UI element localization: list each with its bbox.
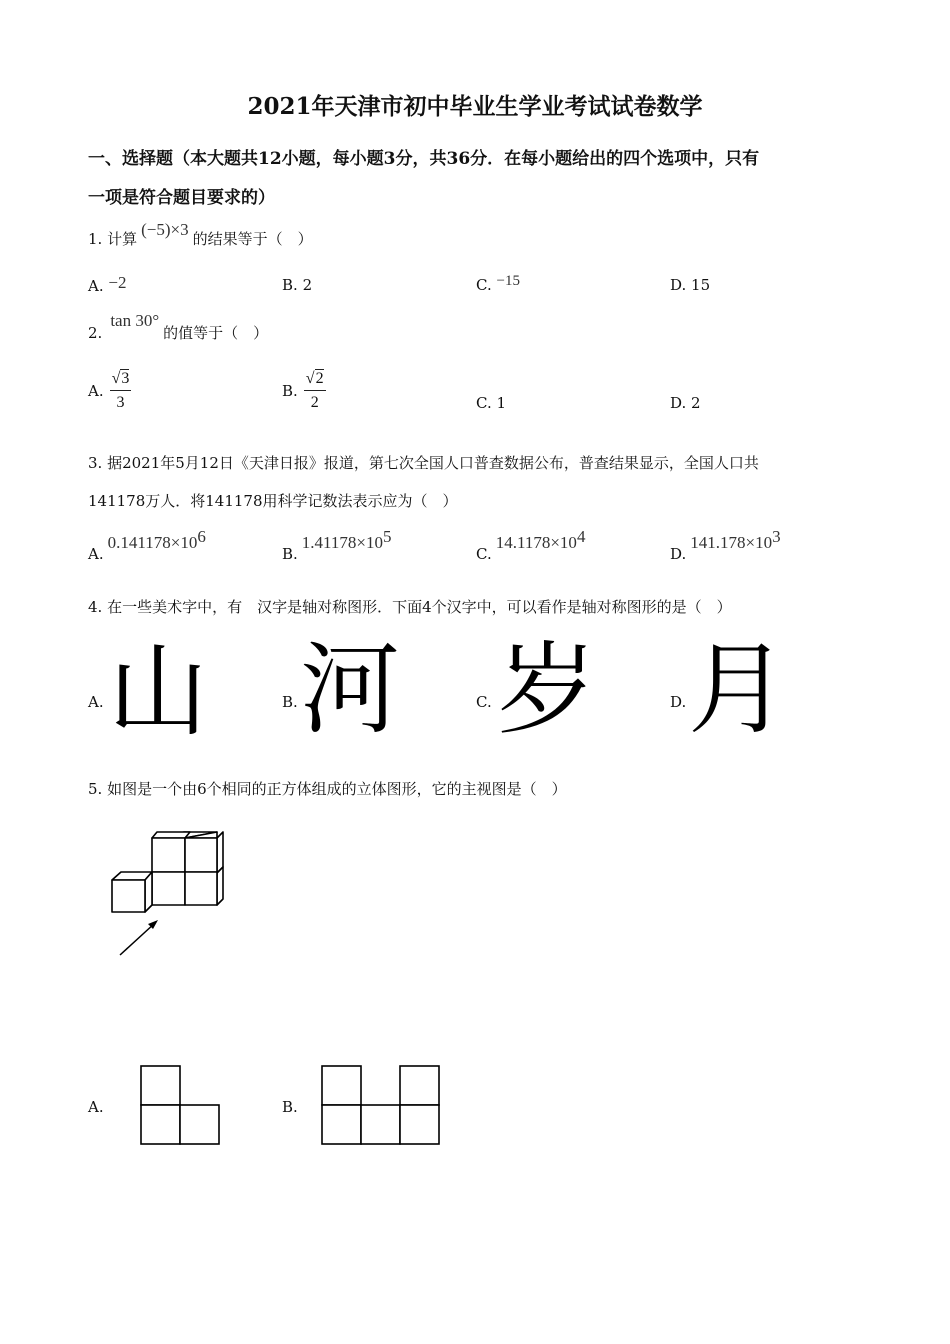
q5-option-b-figure — [321, 1065, 441, 1147]
option-label: A. — [88, 277, 104, 295]
option-value: −15 — [496, 273, 520, 289]
q4-option-d-label[interactable]: D. — [670, 693, 687, 711]
option-label: D. — [670, 394, 687, 412]
q4-option-c-label[interactable]: C. — [476, 693, 492, 711]
question-3-line1: 3. 据2021年5月12日《天津日报》报道，第七次全国人口普查数据公布，普查结果显示，全国人口共 — [88, 454, 759, 472]
section-heading-line2: 一项是符合题目要求的） — [88, 188, 275, 208]
option-label: C. — [476, 276, 492, 294]
question-number: 1. 计算 — [88, 230, 138, 248]
q2-option-a[interactable] — [88, 370, 131, 412]
option-label: B. — [282, 545, 298, 563]
q1-option-c[interactable] — [476, 273, 520, 295]
option-mantissa: 141.178×10 — [690, 533, 773, 552]
q1-option-b[interactable] — [282, 276, 312, 294]
q3-option-a[interactable] — [88, 527, 206, 563]
q4-option-d-char: 月 — [688, 631, 788, 748]
q4-option-c-char: 岁 — [497, 631, 597, 748]
question-1 — [88, 220, 313, 249]
option-exponent: 6 — [197, 527, 206, 546]
option-value: 1 — [496, 394, 507, 412]
question-text: 的结果等于（ ） — [192, 230, 313, 248]
option-label: A. — [88, 382, 104, 400]
q5-option-a-label[interactable]: A. — [88, 1098, 104, 1116]
option-mantissa: 14.1178×10 — [495, 533, 577, 552]
option-label: D. — [670, 545, 687, 563]
option-exponent: 4 — [576, 527, 586, 546]
q4-option-a-label[interactable]: A. — [88, 693, 104, 711]
option-label: B. — [282, 382, 298, 400]
q5-option-a-figure — [140, 1065, 222, 1147]
radicand: 2 — [315, 370, 324, 387]
option-label: C. — [476, 545, 492, 563]
question-number: 2. — [88, 324, 103, 342]
q3-option-c[interactable] — [476, 527, 586, 563]
section-heading-line1: 一、选择题（本大题共12小题，每小题3分，共36分．在每小题给出的四个选项中，只有 — [88, 149, 760, 169]
q3-option-b[interactable] — [282, 527, 392, 563]
fraction: $\frac{√2}{2}$ — [305, 370, 324, 411]
option-value: 2 — [691, 394, 701, 412]
option-value: 2 — [302, 276, 313, 294]
q4-option-b-char: 河 — [300, 631, 400, 748]
option-label: A. — [88, 545, 104, 563]
q2-option-d[interactable] — [670, 394, 701, 412]
q1-option-a[interactable] — [88, 273, 127, 296]
q5-option-b-label[interactable]: B. — [282, 1098, 298, 1116]
math-expression: tan 30° — [110, 311, 160, 330]
fraction: $\frac{√3}{3}$ — [111, 370, 130, 411]
option-exponent: 5 — [383, 527, 392, 546]
q4-option-b-label[interactable]: B. — [282, 693, 298, 711]
radicand: 3 — [121, 370, 130, 387]
q1-option-d[interactable] — [670, 276, 710, 294]
question-text: 的值等于（ ） — [163, 324, 269, 342]
option-label: D. — [670, 276, 687, 294]
option-value: −2 — [108, 273, 127, 292]
question-4: 4. 在一些美术字中，有 汉字是轴对称图形．下面4个汉字中，可以看作是轴对称图形的是（ ） — [88, 598, 732, 616]
option-value: 15 — [691, 276, 711, 294]
question-3-line2: 141178万人．将141178用科学记数法表示应为（ ） — [88, 492, 458, 510]
q4-option-a-char: 山 — [108, 633, 208, 750]
q2-option-b[interactable] — [282, 370, 326, 412]
math-expression: (−5)×3 — [141, 220, 189, 239]
denominator: 3 — [116, 394, 125, 411]
option-label: C. — [476, 394, 492, 412]
cube-solid-figure — [105, 825, 225, 965]
denominator: 2 — [310, 394, 319, 411]
option-mantissa: 1.41178×10 — [301, 533, 384, 552]
q2-option-c[interactable] — [476, 394, 506, 412]
question-5: 5. 如图是一个由6个相同的正方体组成的立体图形，它的主视图是（ ） — [88, 780, 567, 798]
option-label: B. — [282, 276, 298, 294]
option-exponent: 3 — [772, 527, 781, 546]
option-mantissa: 0.141178×10 — [107, 533, 198, 552]
question-2 — [88, 311, 269, 343]
page-title: 2021年天津市初中毕业生学业考试试卷数学 — [247, 93, 703, 120]
q3-option-d[interactable] — [670, 527, 781, 563]
